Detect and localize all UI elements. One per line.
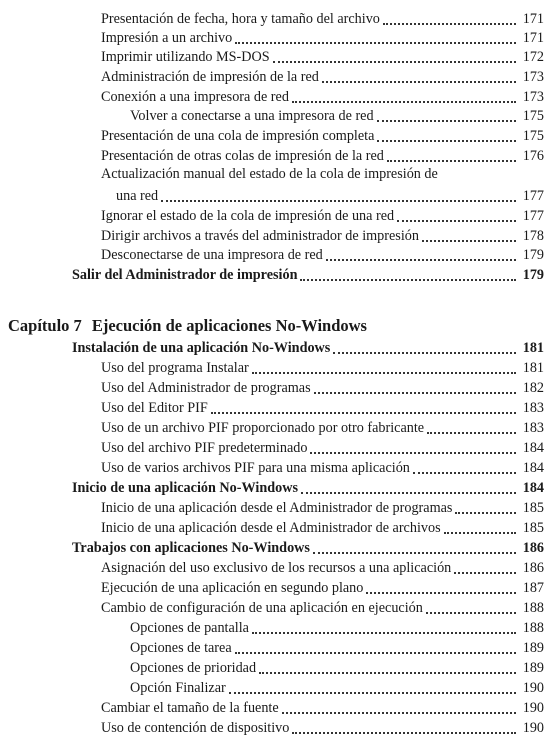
dot-leader	[314, 378, 516, 394]
entry-title: Uso de contención de dispositivo	[101, 720, 290, 736]
toc-section-entry	[72, 477, 544, 497]
chapter-title: Ejecución de aplicaciones No-Windows	[91, 316, 367, 335]
page-number: 175	[522, 128, 544, 144]
page-number: 189	[522, 660, 544, 676]
dot-leader	[235, 28, 516, 44]
toc-entry	[101, 417, 544, 437]
dot-leader	[229, 678, 516, 694]
page-number: 182	[522, 380, 544, 396]
toc-entry	[101, 86, 544, 106]
dot-leader	[454, 558, 516, 574]
toc-entry	[116, 185, 544, 205]
toc-entry	[101, 697, 544, 717]
toc-section-entry	[72, 337, 544, 357]
dot-leader	[235, 638, 516, 654]
page-number: 185	[522, 520, 544, 536]
page-number: 186	[522, 540, 544, 556]
page-number: 187	[522, 580, 544, 596]
dot-leader	[161, 186, 516, 202]
entry-title: Presentación de otras colas de impresión de la red	[101, 148, 384, 164]
toc-entry	[130, 637, 544, 657]
entry-title: Uso de un archivo PIF proporcionado por otro fabricante	[101, 420, 425, 436]
dot-leader	[377, 126, 516, 142]
toc-entry	[101, 377, 544, 397]
chapter-heading	[8, 316, 367, 336]
dot-leader	[383, 9, 516, 25]
toc-entry	[101, 517, 544, 537]
dot-leader	[313, 538, 516, 554]
toc-entry	[101, 66, 544, 86]
entry-title: Opciones de pantalla	[130, 620, 249, 636]
dot-leader	[333, 338, 516, 354]
page-number: 171	[522, 30, 544, 46]
entry-title: Desconectarse de una impresora de red	[101, 247, 323, 263]
entry-title: Uso de varios archivos PIF para una misma aplicación	[101, 460, 410, 476]
entry-title: Opciones de prioridad	[130, 660, 257, 676]
toc-entry	[130, 617, 544, 637]
page-number: 181	[522, 340, 544, 356]
entry-title: Cambiar el tamaño de la fuente	[101, 700, 279, 716]
toc-entry	[101, 205, 544, 225]
page-number: 188	[522, 600, 544, 616]
dot-leader	[259, 658, 516, 674]
page-number: 177	[522, 188, 544, 204]
page-number: 173	[522, 89, 544, 105]
toc-entry	[130, 105, 544, 125]
page-number: 190	[522, 720, 544, 736]
toc-entry	[101, 577, 544, 597]
dot-leader	[211, 398, 516, 414]
dot-leader	[387, 146, 516, 162]
chapter-label: Capítulo 7	[8, 316, 82, 335]
entry-title: Inicio de una aplicación desde el Administrador de programas	[101, 500, 453, 516]
entry-title: Uso del Administrador de programas	[101, 380, 311, 396]
dot-leader	[427, 418, 516, 434]
dot-leader	[252, 618, 516, 634]
entry-title: Conexión a una impresora de red	[101, 89, 289, 105]
entry-title: Cambio de configuración de una aplicación en ejecución	[101, 600, 423, 616]
dot-leader	[426, 598, 516, 614]
dot-leader	[301, 478, 516, 494]
dot-leader	[326, 245, 516, 261]
entry-title: Opciones de tarea	[130, 640, 232, 656]
page-number: 172	[522, 49, 544, 65]
page-number: 171	[522, 11, 544, 27]
toc-entry	[101, 717, 544, 737]
page-number: 178	[522, 228, 544, 244]
entry-title: Opción Finalizar	[130, 680, 226, 696]
dot-leader	[273, 47, 516, 63]
dot-leader	[444, 518, 516, 534]
entry-title: Salir del Administrador de impresión	[72, 267, 298, 283]
toc-section-entry	[72, 264, 544, 284]
toc-entry	[101, 145, 544, 165]
entry-title: Uso del programa Instalar	[101, 360, 249, 376]
entry-title: Asignación del uso exclusivo de los recursos a una aplicación	[101, 560, 452, 576]
dot-leader	[292, 718, 516, 734]
toc-entry	[101, 597, 544, 617]
dot-leader	[282, 698, 516, 714]
page-number: 190	[522, 680, 544, 696]
toc-entry	[101, 27, 544, 47]
entry-title: Actualización manual del estado de la cola de impresión de	[101, 166, 438, 182]
page-number: 175	[522, 108, 544, 124]
entry-title: Impresión a un archivo	[101, 30, 233, 46]
entry-title: Dirigir archivos a través del administrador de impresión	[101, 228, 419, 244]
entry-title: una red	[116, 188, 159, 204]
dot-leader	[322, 67, 516, 83]
entry-title: Ignorar el estado de la cola de impresión de una red	[101, 208, 395, 224]
entry-title: Presentación de fecha, hora y tamaño del archivo	[101, 11, 380, 27]
toc-entry	[130, 677, 544, 697]
toc-entry	[101, 437, 544, 457]
entry-title: Administración de impresión de la red	[101, 69, 319, 85]
entry-title: Uso del archivo PIF predeterminado	[101, 440, 308, 456]
toc-entry	[101, 244, 544, 264]
dot-leader	[422, 226, 516, 242]
toc-entry	[101, 46, 544, 66]
toc-entry	[101, 397, 544, 417]
toc-entry	[101, 8, 544, 28]
entry-title: Volver a conectarse a una impresora de red	[130, 108, 374, 124]
toc-entry	[101, 557, 544, 577]
toc-entry	[130, 657, 544, 677]
dot-leader	[310, 438, 516, 454]
page-number: 183	[522, 420, 544, 436]
toc-entry	[101, 225, 544, 245]
dot-leader	[252, 358, 516, 374]
dot-leader	[397, 206, 516, 222]
page-number: 181	[522, 360, 544, 376]
page-number: 176	[522, 148, 544, 164]
page-number: 190	[522, 700, 544, 716]
toc-entry	[101, 497, 544, 517]
entry-title: Instalación de una aplicación No-Windows	[72, 340, 331, 356]
page-number: 189	[522, 640, 544, 656]
entry-title: Imprimir utilizando MS-DOS	[101, 49, 270, 65]
page-number: 177	[522, 208, 544, 224]
page-number: 184	[522, 460, 544, 476]
dot-leader	[377, 106, 516, 122]
entry-title: Trabajos con aplicaciones No-Windows	[72, 540, 310, 556]
toc-entry	[101, 357, 544, 377]
page-number: 179	[522, 247, 544, 263]
page-number: 179	[522, 267, 544, 283]
page-number: 186	[522, 560, 544, 576]
page-number: 173	[522, 69, 544, 85]
page-number: 184	[522, 440, 544, 456]
dot-leader	[300, 265, 516, 281]
entry-title: Inicio de una aplicación desde el Administrador de archivos	[101, 520, 441, 536]
toc-section-entry	[72, 537, 544, 557]
entry-title: Presentación de una cola de impresión completa	[101, 128, 375, 144]
toc-entry	[101, 125, 544, 145]
dot-leader	[455, 498, 516, 514]
page-number: 184	[522, 480, 544, 496]
entry-title: Uso del Editor PIF	[101, 400, 208, 416]
entry-title: Ejecución de una aplicación en segundo plano	[101, 580, 364, 596]
dot-leader	[292, 87, 516, 103]
page-number: 185	[522, 500, 544, 516]
dot-leader	[366, 578, 516, 594]
entry-title: Inicio de una aplicación No-Windows	[72, 480, 298, 496]
dot-leader	[413, 458, 516, 474]
page-number: 183	[522, 400, 544, 416]
toc-entry	[101, 457, 544, 477]
page-number: 188	[522, 620, 544, 636]
